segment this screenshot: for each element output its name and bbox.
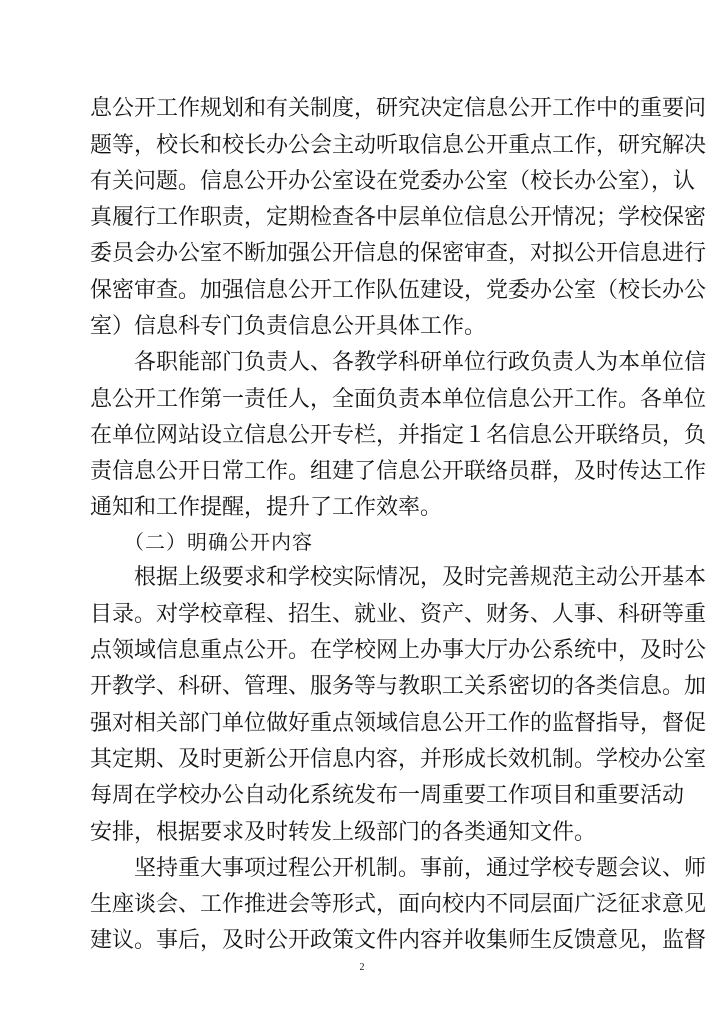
paragraph-first-line: 各职能部门负责人、各教学科研单位行政负责人为本单位信 xyxy=(134,350,707,375)
body-line: 有关问题。信息公开办公室设在党委办公室（校长办公室），认 xyxy=(90,169,696,194)
body-line: 点领域信息重点公开。在学校网上办事大厅办公系统中，及时公 xyxy=(90,638,707,663)
body-line: 息公开工作第一责任人，全面负责本单位信息公开工作。各单位 xyxy=(90,387,707,412)
paragraph-first-line: 根据上级要求和学校实际情况，及时完善规范主动公开基本 xyxy=(134,565,707,590)
body-line: 目录。对学校章程、招生、就业、资产、财务、人事、科研等重 xyxy=(90,602,707,627)
body-line: 保密审查。加强信息公开工作队伍建设，党委办公室（校长办公 xyxy=(90,278,707,303)
body-line: 通知和工作提醒，提升了工作效率。 xyxy=(90,495,443,520)
body-line: 责信息公开日常工作。组建了信息公开联络员群，及时传达工作 xyxy=(90,459,707,484)
body-line: 安排，根据要求及时转发上级部门的各类通知文件。 xyxy=(90,820,597,845)
page-number: 2 xyxy=(359,962,365,973)
body-line: 在单位网站设立信息公开专栏，并指定１名信息公开联络员，负 xyxy=(90,423,707,448)
paragraph-first-line: 坚持重大事项过程公开机制。事前，通过学校专题会议、师 xyxy=(134,856,707,881)
body-line: 开教学、科研、管理、服务等与教职工关系密切的各类信息。加 xyxy=(90,674,707,699)
body-line: 息公开工作规划和有关制度，研究决定信息公开工作中的重要问 xyxy=(90,96,707,121)
body-line: 生座谈会、工作推进会等形式，面向校内不同层面广泛征求意见 xyxy=(90,892,707,917)
body-line: 室）信息科专门负责信息公开具体工作。 xyxy=(90,314,487,339)
body-line: 委员会办公室不断加强公开信息的保密审查，对拟公开信息进行 xyxy=(90,241,707,266)
body-line: 其定期、及时更新公开信息内容，并形成长效机制。学校办公室 xyxy=(90,747,707,772)
body-line: 建议。事后，及时公开政策文件内容并收集师生反馈意见，监督 xyxy=(90,928,707,953)
body-line: 题等，校长和校长办公会主动听取信息公开重点工作，研究解决 xyxy=(90,133,707,158)
section-heading: （二）明确公开内容 xyxy=(124,530,313,554)
body-line: 真履行工作职责，定期检查各中层单位信息公开情况；学校保密 xyxy=(90,205,707,230)
body-line: 每周在学校办公自动化系统发布一周重要工作项目和重要活动 xyxy=(90,783,685,808)
body-line: 强对相关部门单位做好重点领域信息公开工作的监督指导，督促 xyxy=(90,711,707,736)
